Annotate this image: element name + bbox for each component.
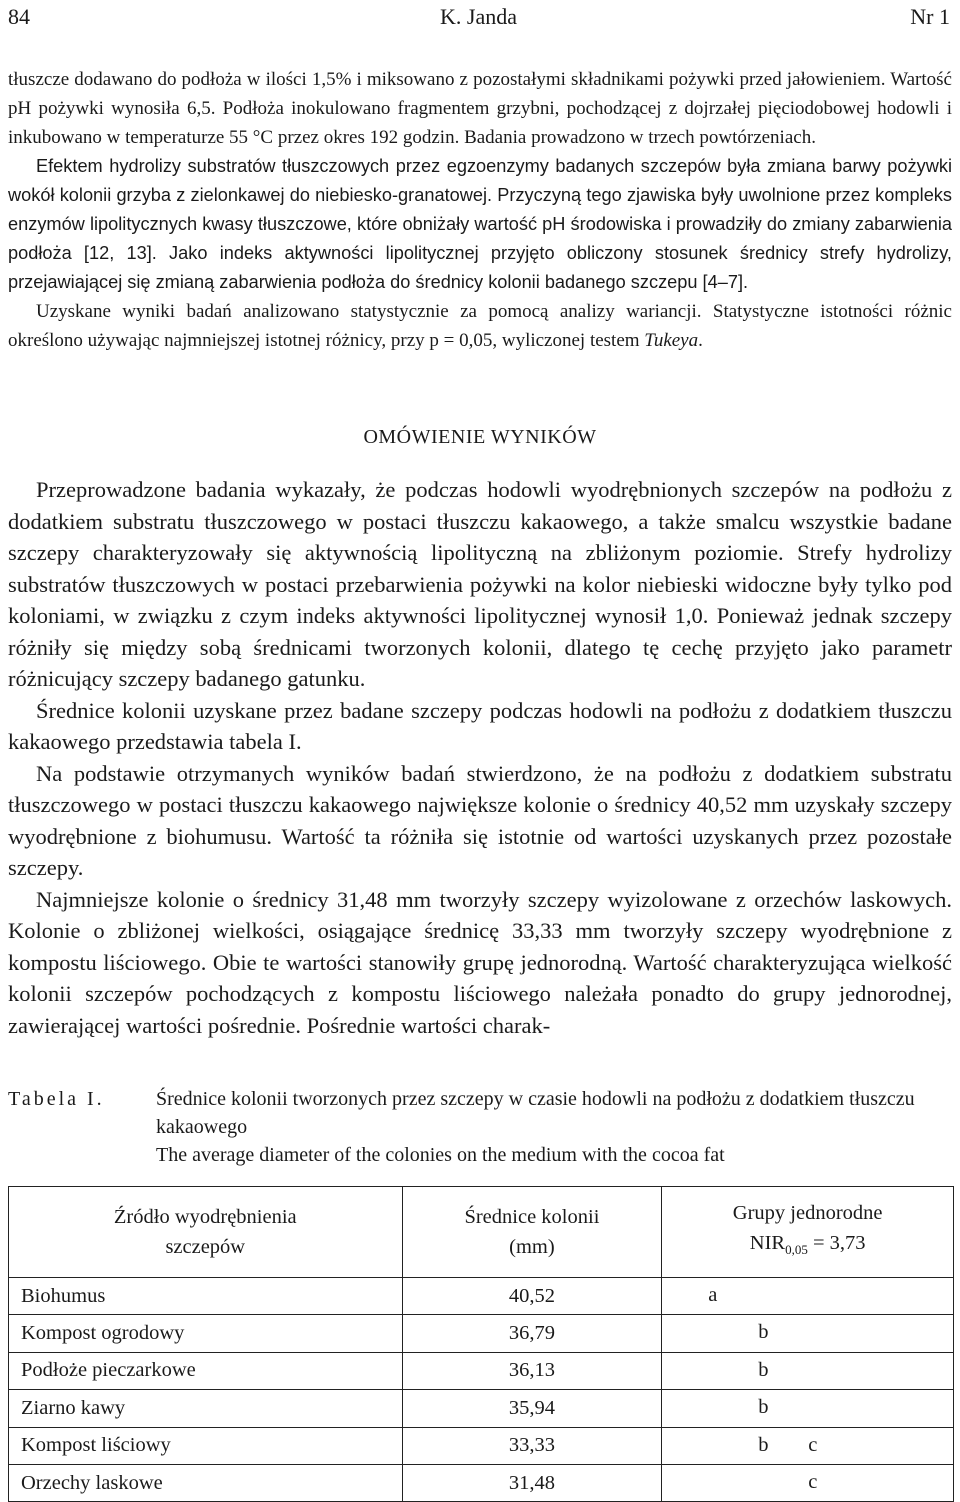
row-source: Kompost liściowy: [9, 1427, 403, 1464]
methods-paragraph: tłuszcze dodawano do podłoża w ilości 1,5% i miksowano z pozostałymi składnikami pożywki przed jałowieniem. Wartość pH pożywki wynosiła 6,5. Podłoża inokulowano fragmentem grzybni, pochodzącej z dojrzałej pięciodobowej hodowli i inkubowano w temperaturze 55 °C przez okres 192 godzin. Badania prowadzono w trzech powtórzeniach.: [8, 69, 952, 148]
statistics-text: Uzyskane wyniki badań analizowano statystycznie za pomocą analizy wariancji. Statystyczne istotności różnic określono używając najmniejszej istotnej różnicy, przy p = 0,05, wyliczonej testem: [8, 301, 952, 351]
header-groups-line: Grupy jednorodne: [732, 1202, 883, 1225]
nir-value: = 3,73: [807, 1232, 866, 1255]
results-paragraph: Na podstawie otrzymanych wyników badań stwierdzono, że na podłożu z dodatkiem substratu tłuszczowego w postaci tłuszczu kakaowego największe kolonie o średnicy 40,52 mm uzyskały szczepy wyodrębnione z biohumusu. Wartość ta różniła się istotnie od wartości uzyskanych przez pozostałe szczepy.: [8, 760, 952, 880]
row-source: Kompost ogrodowy: [9, 1315, 403, 1352]
row-diameter: 36,13: [402, 1352, 662, 1389]
table-caption: [8, 1085, 952, 1169]
header-source-line: szczepów: [165, 1236, 246, 1258]
row-groups: [662, 1390, 954, 1427]
caption-polish: Średnice kolonii tworzonych przez szczepy w czasie hodowli na podłożu z dodatkiem tłuszczu kakaowego: [156, 1088, 915, 1138]
table-label: Tabela I.: [8, 1088, 105, 1110]
row-diameter: 35,94: [402, 1390, 662, 1427]
nir-label: NIR: [749, 1232, 786, 1255]
results-section: [8, 474, 952, 1041]
row-groups: [662, 1315, 954, 1352]
row-diameter: 31,48: [402, 1464, 662, 1501]
diameter-table: [8, 1186, 954, 1502]
group-b: b: [758, 1358, 769, 1381]
table-header-row: [9, 1187, 954, 1278]
group-b: b: [758, 1433, 769, 1456]
row-groups: [662, 1427, 954, 1464]
table-row: [9, 1464, 954, 1501]
methods-paragraph: Efektem hydrolizy substratów tłuszczowych przez egzoenzymy badanych szczepów była zmiana barwy pożywki wokół kolonii grzyba z zielonkawej do niebiesko-granatowej. Przyczyną tego zjawiska były uwolnione przez kompleks enzymów lipolitycznych kwasy tłuszczowe, które obniżały wartość pH środowiska i prowadziły do zmiany zabarwienia podłoża [12, 13]. Jako indeks aktywności lipolitycznej przyjęto obliczony stosunek średnicy strefy hydrolizy, przejawiającej się zmianą zabarwienia podłoża do średnicy kolonii badanego szczepu [4–7].: [8, 156, 952, 292]
header-source-line: Źródło wyodrębnienia: [113, 1206, 297, 1228]
header-diameter-line: (mm): [509, 1236, 555, 1258]
row-source: Ziarno kawy: [9, 1390, 403, 1427]
header-diameter-line: Średnice kolonii: [464, 1206, 600, 1228]
row-diameter: 40,52: [402, 1278, 662, 1315]
table-row: [9, 1427, 954, 1464]
row-groups: [662, 1352, 954, 1389]
group-b: b: [758, 1396, 769, 1419]
page-number: 84: [8, 4, 30, 29]
group-c: c: [808, 1470, 818, 1493]
group-b: b: [758, 1321, 769, 1344]
row-diameter: 33,33: [402, 1427, 662, 1464]
caption-english: The average diameter of the colonies on the medium with the cocoa fat: [156, 1144, 725, 1166]
header-diameter: [402, 1187, 662, 1278]
row-source: Podłoże pieczarkowe: [9, 1352, 403, 1389]
issue-number: Nr 1: [910, 4, 950, 29]
sentence-end: .: [698, 330, 703, 351]
running-author: K. Janda: [440, 4, 517, 29]
methods-section: [8, 65, 952, 355]
group-a: a: [708, 1284, 718, 1306]
table-row: [9, 1352, 954, 1389]
row-groups: [662, 1464, 954, 1501]
section-title: OMÓWIENIE WYNIKÓW: [363, 426, 597, 448]
methods-paragraph: [8, 297, 952, 355]
results-paragraph: Średnice kolonii uzyskane przez badane szczepy podczas hodowli na podłożu z dodatkiem tłuszczu kakaowego przedstawia tabela I.: [8, 697, 952, 754]
table-row: [9, 1315, 954, 1352]
page-header: [0, 0, 960, 40]
results-paragraph: Najmniejsze kolonie o średnicy 31,48 mm tworzyły szczepy wyizolowane z orzechów laskowych. Kolonie o zbliżonej wielkości, osiągające średnicę 33,33 mm tworzyły szczepy wyodrębnione z kompostu liściowego. Obie te wartości stanowiły grupę jednorodną. Wartość charakteryzująca wielkość kolonii szczepów pochodzących z kompostu liściowego należała ponadto do grupy jednorodnej, zawierającej wartości pośrednie. Pośrednie wartości charak-: [8, 886, 952, 1038]
nir-subscript: 0,05: [785, 1242, 808, 1258]
row-diameter: 36,79: [402, 1315, 662, 1352]
test-name: Tukeya: [644, 330, 699, 351]
group-c: c: [808, 1433, 818, 1456]
header-source: [9, 1187, 403, 1278]
row-groups: [662, 1278, 954, 1315]
table-row: [9, 1390, 954, 1427]
row-source: Biohumus: [9, 1278, 403, 1315]
results-paragraph: Przeprowadzone badania wykazały, że podczas hodowli wyodrębnionych szczepów na podłożu z dodatkiem substratu tłuszczowego w postaci tłuszczu kakaowego, a także smalcu wszystkie badane szczepy charakteryzowały się aktywnością lipolityczną na zbliżonym poziomie. Strefy hydrolizy substratów tłuszczowych w postaci przebarwienia pożywki na kolor niebieski widoczne były tylko pod koloniami, w związku z czym indeks aktywności lipolitycznej wynosił 1,0. Ponieważ jednak szczepy różniły się między sobą średnicami tworzonych kolonii, dlatego tę cechę przyjęto jako parametr różnicujący szczepy badanego gatunku.: [8, 477, 952, 691]
table-row: [9, 1278, 954, 1315]
row-source: Orzechy laskowe: [9, 1464, 403, 1501]
header-groups: [662, 1187, 954, 1278]
